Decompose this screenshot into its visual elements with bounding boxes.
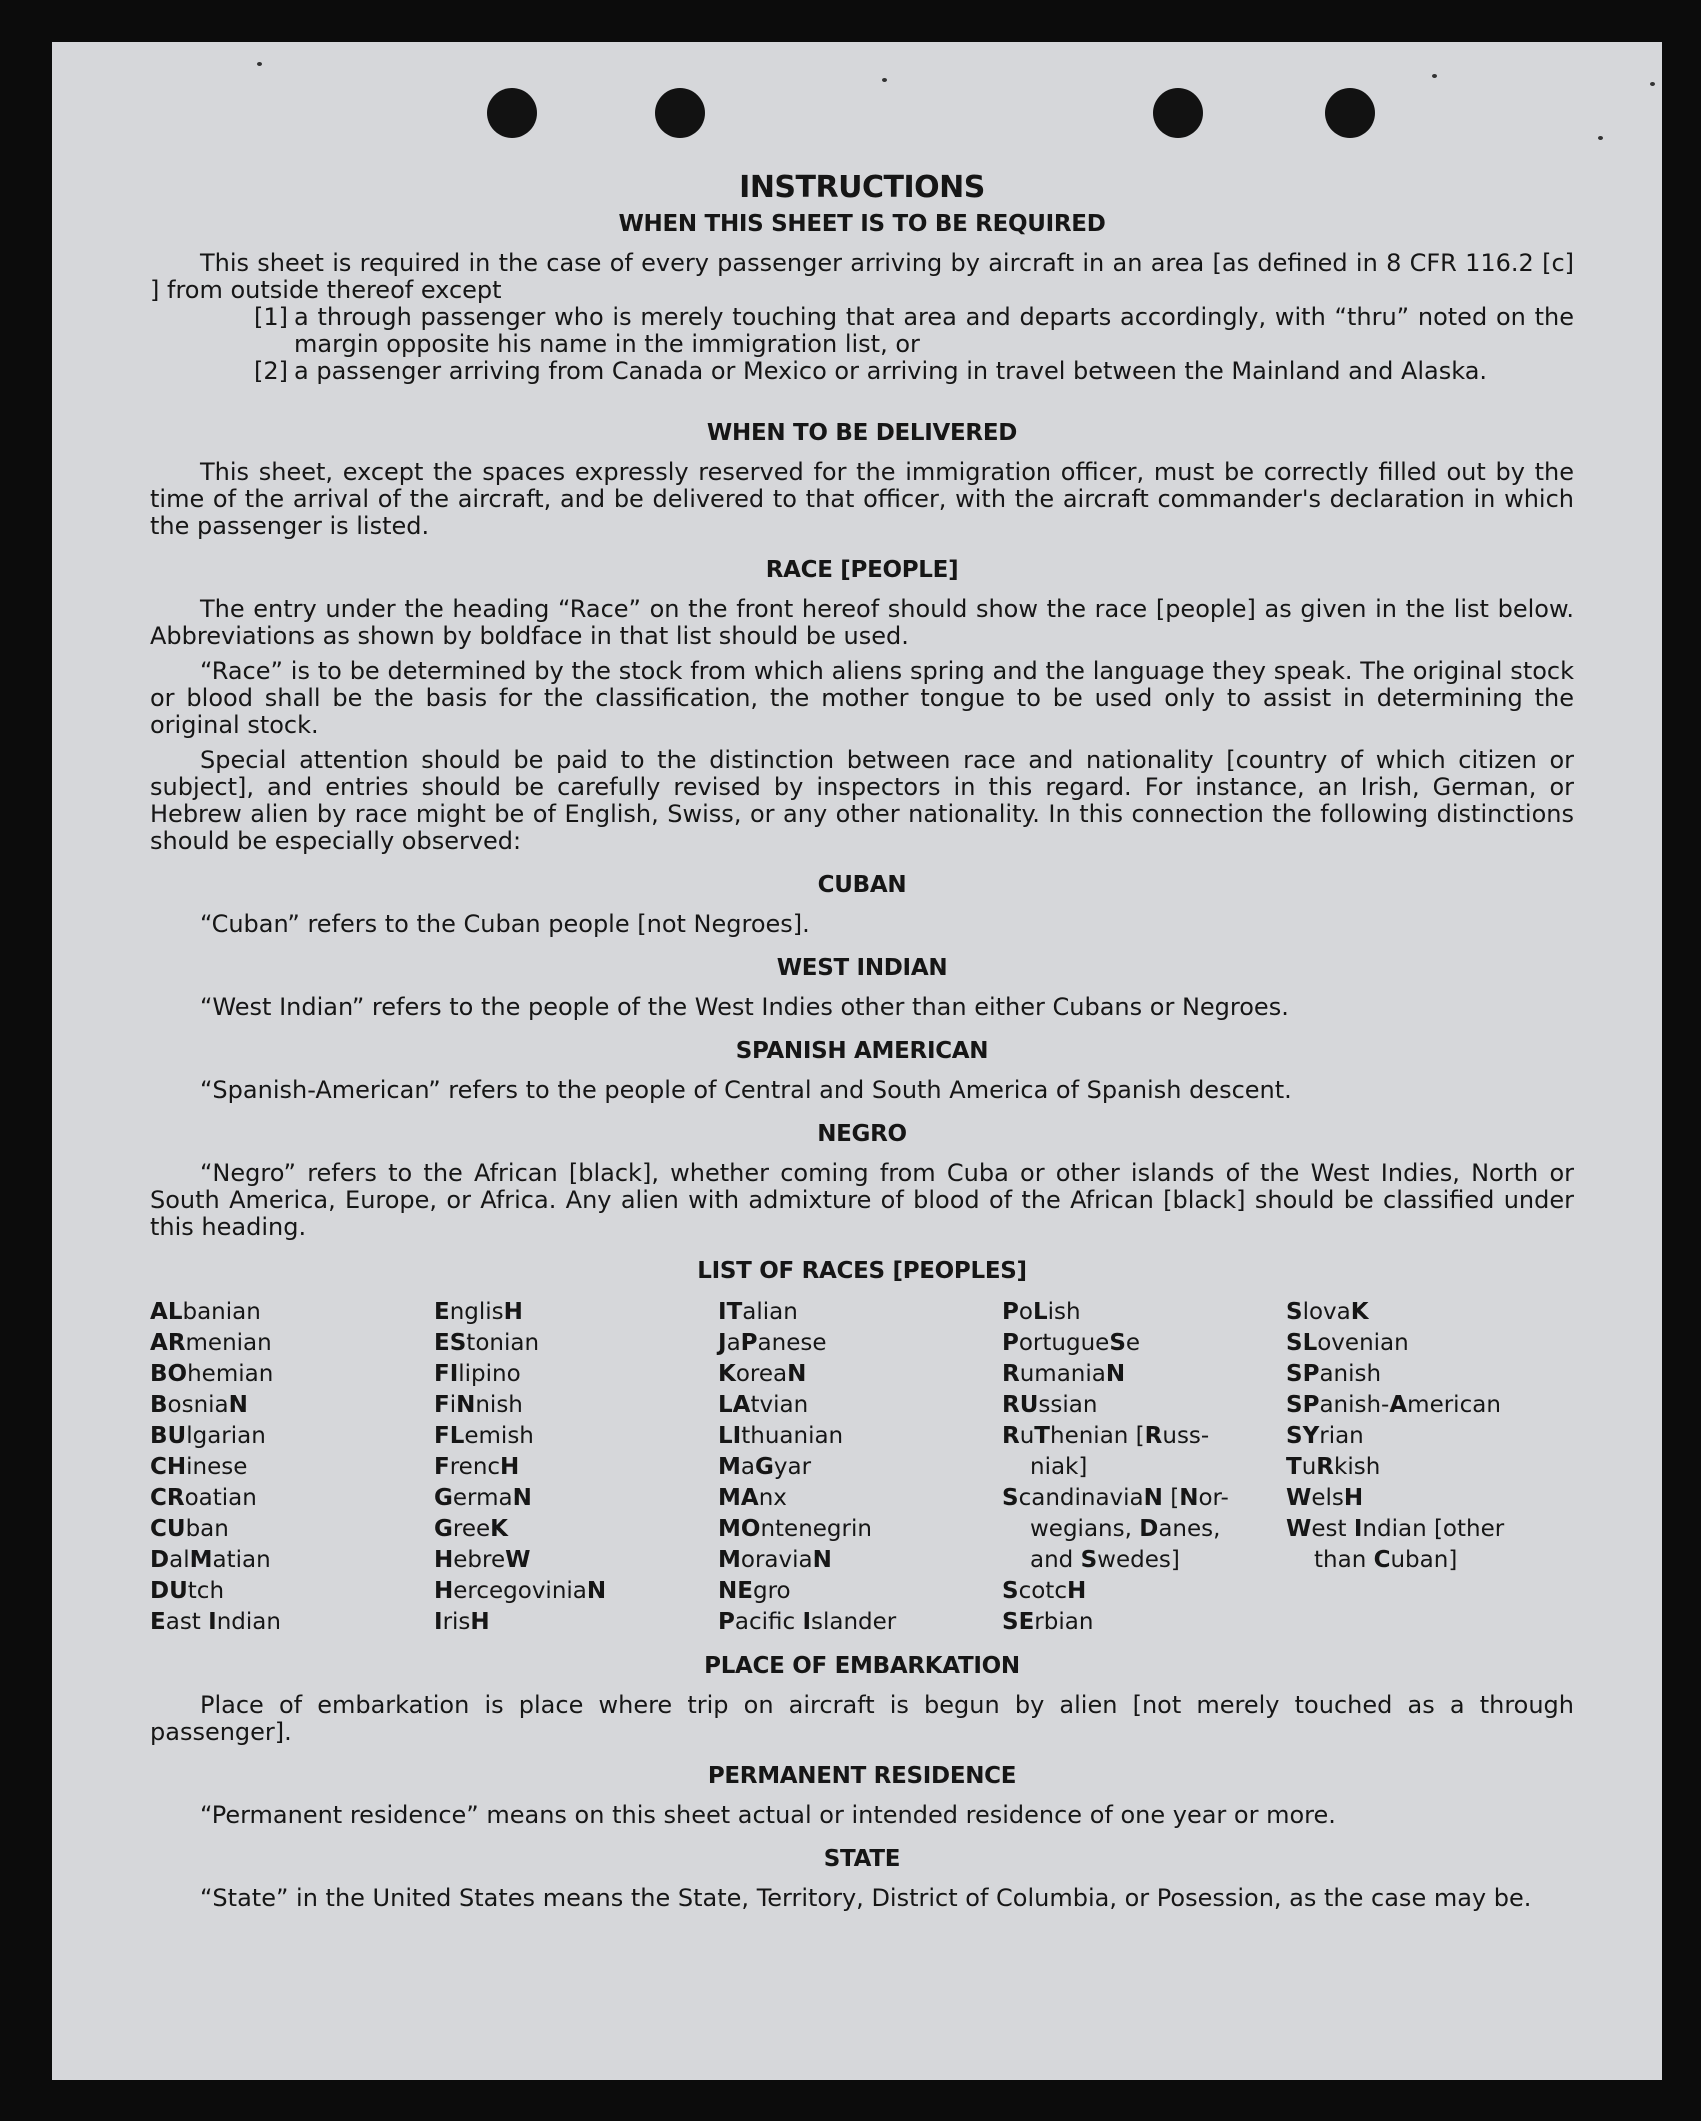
section-heading: LIST OF RACES [PEOPLES]: [697, 1258, 1027, 1284]
instructions-content: [150, 170, 1574, 1912]
race-entry: NEgro: [718, 1578, 791, 1604]
item-number: [2]: [254, 357, 288, 385]
punch-hole: [655, 88, 705, 138]
race-entry: Pacific Islander: [718, 1609, 897, 1635]
race-entry-continued: and Swedes]: [1030, 1547, 1180, 1573]
race-entry: SlovaK: [1286, 1299, 1369, 1325]
paragraph: This sheet, except the spaces expressly reserved for the immigration officer, must be correctly filled out by the time of the arrival of the aircraft, and be delivered to that officer, with the aircraft commander's declaration in which the passenger is listed.: [150, 458, 1574, 540]
race-entry: PoLish: [1002, 1299, 1081, 1325]
race-entry: East Indian: [150, 1609, 281, 1635]
paragraph: Special attention should be paid to the distinction between race and nationality [country of which citizen or subject], and entries should be carefully revised by inspectors in this regard. For instance, an Irish, German, or Hebrew alien by race might be of English, Swiss, or any other nationality. In this connection the following distinctions should be especially observed:: [150, 746, 1574, 855]
paragraph: “Negro” refers to the African [black], whether coming from Cuba or other islands of the West Indies, North or South America, Europe, or Africa. Any alien with admixture of blood of the African [black] should be classified under this heading.: [150, 1159, 1574, 1241]
race-entry: MaGyar: [718, 1454, 812, 1480]
race-entry: CUban: [150, 1516, 229, 1542]
race-entry: FrencH: [434, 1454, 520, 1480]
race-entry: RumaniaN: [1002, 1361, 1126, 1387]
race-entry-continued: niak]: [1030, 1454, 1088, 1480]
speck: [1432, 74, 1437, 78]
race-entry: GreeK: [434, 1516, 508, 1542]
speck: [882, 78, 887, 82]
race-entry: BosniaN: [150, 1392, 248, 1418]
section-heading: WHEN THIS SHEET IS TO BE REQUIRED: [618, 211, 1106, 237]
race-entry: LIthuanian: [718, 1423, 844, 1449]
race-entry: FIlipino: [434, 1361, 521, 1387]
race-entry: ARmenian: [150, 1330, 272, 1356]
paragraph: “Spanish-American” refers to the people of Central and South America of Spanish descent.: [200, 1076, 1292, 1104]
race-entry: FiNnish: [434, 1392, 523, 1418]
race-entry: RUssian: [1002, 1392, 1098, 1418]
item-text: a through passenger who is merely touching that area and departs accordingly, with “thru” noted on the margin opposite his name in the immigration list, or: [294, 303, 1574, 358]
race-entry: ScotcH: [1002, 1578, 1087, 1604]
paragraph: “Race” is to be determined by the stock from which aliens spring and the language they speak. The original stock or blood shall be the basis for the classification, the mother tongue to be used only to assist in determining the original stock.: [150, 657, 1574, 739]
document-page: [52, 42, 1662, 2080]
section-heading: CUBAN: [817, 872, 907, 898]
race-entry: TuRkish: [1286, 1454, 1381, 1480]
speck: [1650, 82, 1655, 86]
paragraph: This sheet is required in the case of every passenger arriving by aircraft in an area [as defined in 8 CFR 116.2 [c] ] from outside thereof except: [150, 249, 1574, 304]
page-title: INSTRUCTIONS: [739, 170, 985, 205]
paragraph: “State” in the United States means the State, Territory, District of Columbia, or Posession, as the case may be.: [200, 1884, 1532, 1912]
races-column: [1002, 1297, 1286, 1638]
section-heading: SPANISH AMERICAN: [735, 1038, 989, 1064]
races-column: [434, 1297, 718, 1638]
item-number: [1]: [254, 303, 288, 331]
race-entry: DalMatian: [150, 1547, 271, 1573]
race-entry: SPanish-American: [1286, 1392, 1501, 1418]
race-entry: MOntenegrin: [718, 1516, 872, 1542]
race-entry: ITalian: [718, 1299, 798, 1325]
section-heading: PERMANENT RESIDENCE: [707, 1763, 1017, 1789]
section-heading: WHEN TO BE DELIVERED: [706, 420, 1018, 446]
race-entry: JaPanese: [718, 1330, 827, 1356]
section-heading: RACE [PEOPLE]: [765, 557, 959, 583]
race-entry: CRoatian: [150, 1485, 257, 1511]
race-entry: CHinese: [150, 1454, 248, 1480]
item-text: a passenger arriving from Canada or Mexico or arriving in travel between the Mainland and Alaska.: [294, 357, 1488, 385]
list-item: [254, 304, 1574, 358]
race-entry: HebreW: [434, 1547, 531, 1573]
races-column: [718, 1297, 1002, 1638]
race-entry: SLovenian: [1286, 1330, 1409, 1356]
race-entry: West Indian [other: [1286, 1516, 1505, 1542]
punch-hole: [1153, 88, 1203, 138]
race-entry: KoreaN: [718, 1361, 807, 1387]
speck: [257, 62, 262, 66]
races-column: [1286, 1297, 1570, 1638]
race-entry: MAnx: [718, 1485, 787, 1511]
punch-hole: [487, 88, 537, 138]
section-heading: NEGRO: [817, 1121, 907, 1147]
races-column: [150, 1297, 434, 1638]
paragraph: “Permanent residence” means on this sheet actual or intended residence of one year or more.: [200, 1801, 1336, 1829]
list-item: [254, 358, 1574, 385]
paragraph: The entry under the heading “Race” on the front hereof should show the race [people] as given in the list below. Abbreviations as shown by boldface in that list should be used.: [150, 595, 1574, 650]
paragraph: Place of embarkation is place where trip on aircraft is begun by alien [not merely touched as a through passenger].: [150, 1691, 1574, 1746]
race-entry: WelsH: [1286, 1485, 1364, 1511]
race-entry: EnglisH: [434, 1299, 523, 1325]
race-entry: BOhemian: [150, 1361, 274, 1387]
paragraph: “West Indian” refers to the people of the West Indies other than either Cubans or Negroes.: [200, 993, 1289, 1021]
paragraph: “Cuban” refers to the Cuban people [not Negroes].: [200, 910, 810, 938]
race-entry: IrisH: [434, 1609, 490, 1635]
section-heading: PLACE OF EMBARKATION: [704, 1653, 1020, 1679]
race-entry: FLemish: [434, 1423, 534, 1449]
race-entry: ALbanian: [150, 1299, 261, 1325]
race-entry-continued: wegians, Danes,: [1030, 1516, 1221, 1542]
race-entry: EStonian: [434, 1330, 540, 1356]
race-entry-continued: than Cuban]: [1314, 1547, 1458, 1573]
race-entry: ScandinaviaN [Nor-: [1002, 1485, 1229, 1511]
speck: [1598, 136, 1603, 140]
race-entry: RuThenian [Russ-: [1002, 1423, 1210, 1449]
races-list: [150, 1297, 1574, 1638]
race-entry: DUtch: [150, 1578, 225, 1604]
section-heading: WEST INDIAN: [776, 955, 948, 981]
race-entry: MoraviaN: [718, 1547, 832, 1573]
race-entry: BUlgarian: [150, 1423, 266, 1449]
punch-hole: [1325, 88, 1375, 138]
race-entry: SPanish: [1286, 1361, 1382, 1387]
race-entry: HercegoviniaN: [434, 1578, 607, 1604]
race-entry: LAtvian: [718, 1392, 809, 1418]
section-heading: STATE: [823, 1846, 901, 1872]
race-entry: SErbian: [1002, 1609, 1094, 1635]
race-entry: SYrian: [1286, 1423, 1364, 1449]
race-entry: GermaN: [434, 1485, 532, 1511]
race-entry: PortugueSe: [1002, 1330, 1141, 1356]
